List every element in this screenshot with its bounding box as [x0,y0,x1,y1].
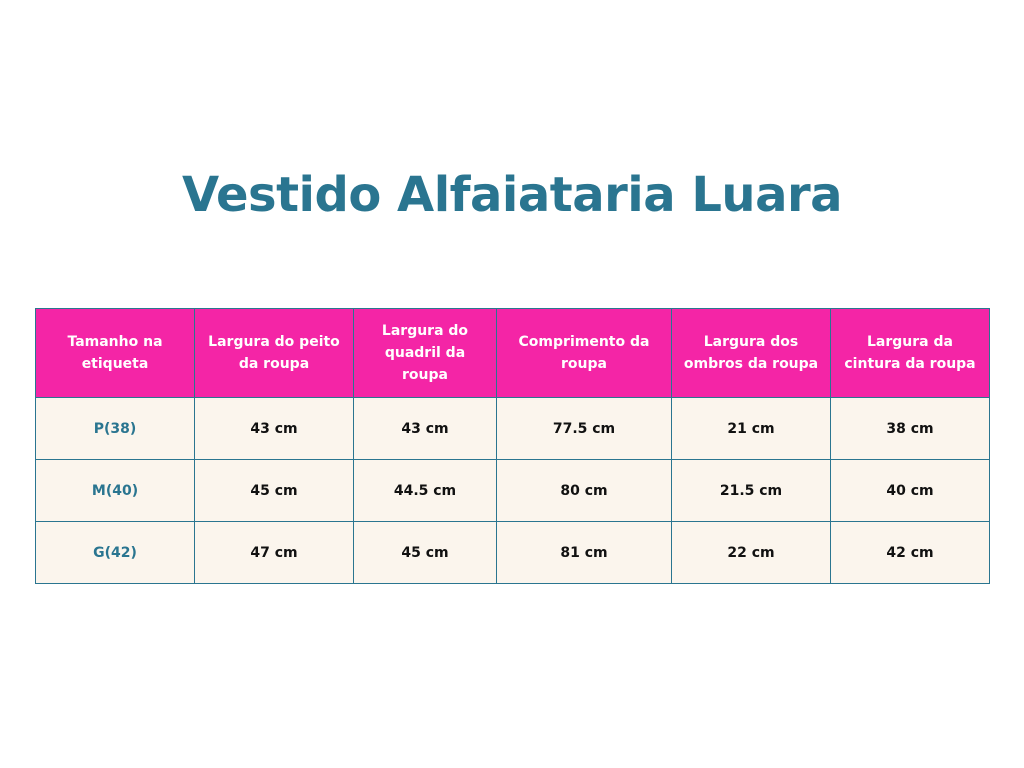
page-title: Vestido Alfaiataria Luara [181,167,843,223]
table-header-row [36,309,990,398]
shoulder-width-cell: 22 cm [672,522,831,584]
header-chest-width: Largura do peito da roupa [195,309,354,398]
size-cell: M(40) [36,460,195,522]
waist-width-cell: 42 cm [831,522,990,584]
header-shoulder-width: Largura dos ombros da roupa [672,309,831,398]
header-length: Comprimento da roupa [497,309,672,398]
chest-width-cell: 43 cm [195,398,354,460]
hip-width-cell: 43 cm [354,398,497,460]
size-cell: P(38) [36,398,195,460]
length-cell: 80 cm [497,460,672,522]
length-cell: 77.5 cm [497,398,672,460]
table-row [36,522,990,584]
size-cell: G(42) [36,522,195,584]
chest-width-cell: 47 cm [195,522,354,584]
chest-width-cell: 45 cm [195,460,354,522]
shoulder-width-cell: 21 cm [672,398,831,460]
waist-width-cell: 40 cm [831,460,990,522]
header-hip-width: Largura do quadril da roupa [354,309,497,398]
waist-width-cell: 38 cm [831,398,990,460]
size-table [35,308,990,584]
table-row [36,460,990,522]
shoulder-width-cell: 21.5 cm [672,460,831,522]
header-waist-width: Largura da cintura da roupa [831,309,990,398]
header-size-label: Tamanho na etiqueta [36,309,195,398]
hip-width-cell: 44.5 cm [354,460,497,522]
length-cell: 81 cm [497,522,672,584]
table-row [36,398,990,460]
hip-width-cell: 45 cm [354,522,497,584]
